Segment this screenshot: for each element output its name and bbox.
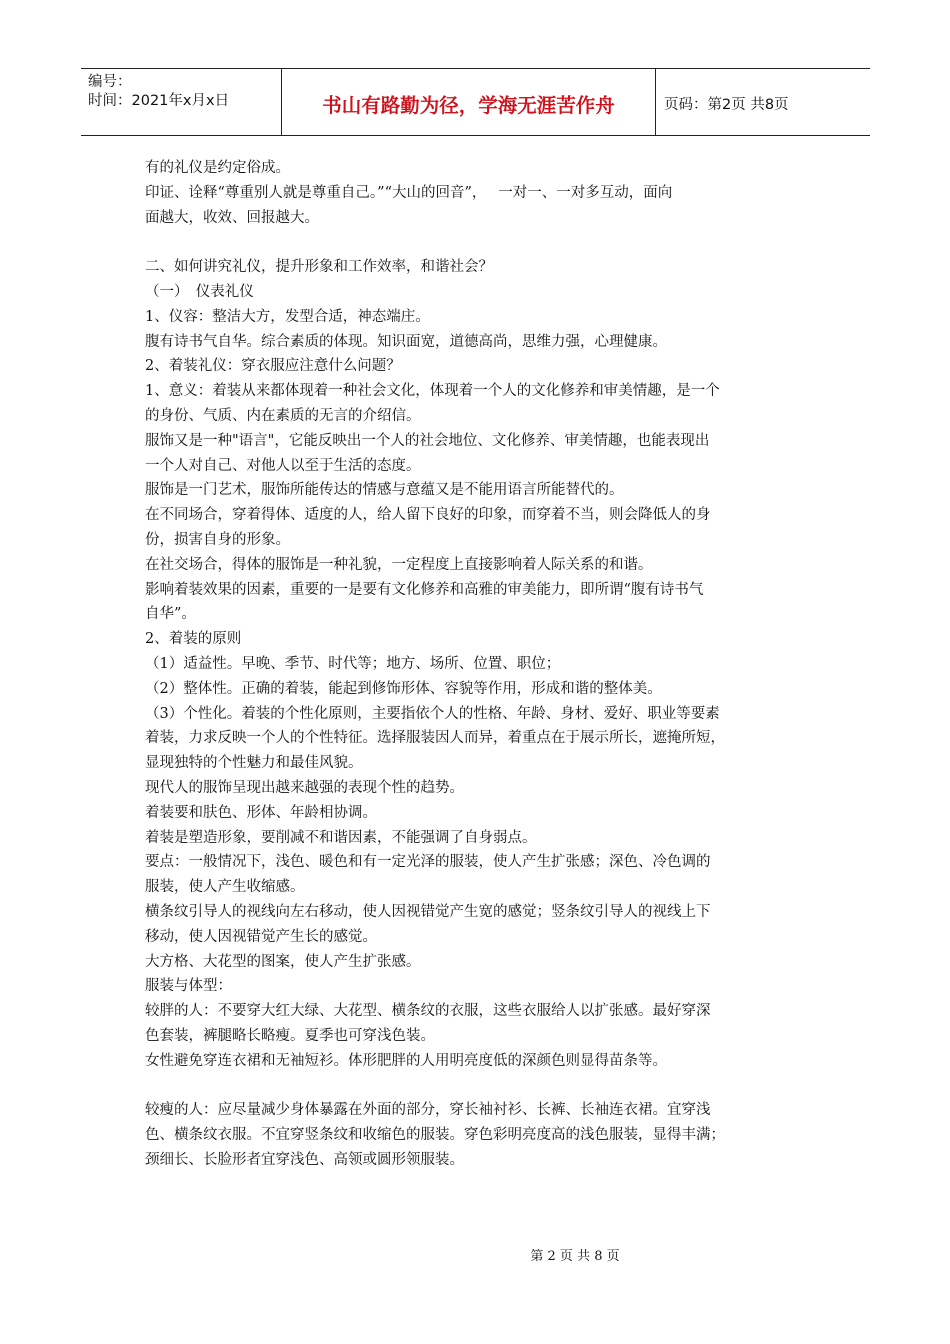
body-line: 二、如何讲究礼仪，提升形象和工作效率，和谐社会？	[145, 259, 493, 276]
header-motto: 书山有路勤为径，学海无涯苦作舟	[282, 69, 656, 135]
body-line: 显现独特的个性魅力和最佳风貌。	[145, 755, 363, 772]
body-line: 服饰是一门艺术，服饰所能传达的情感与意蕴又是不能用语言所能替代的。	[145, 482, 624, 499]
body-line: 1、仪容：整洁大方，发型合适，神态端庄。	[145, 308, 430, 325]
body-line: 现代人的服饰呈现出越来越强的表现个性的趋势。	[145, 779, 464, 796]
document-header	[81, 68, 870, 136]
body-line: 服装与体型：	[145, 978, 232, 995]
header-meta	[81, 69, 282, 135]
body-line: （3）个性化。着装的个性化原则，主要指依个人的性格、年龄、身材、爱好、职业等要素	[145, 705, 720, 722]
time-label: 时间：2021年x月x日	[88, 93, 230, 109]
body-line: 服装，使人产生收缩感。	[145, 879, 305, 896]
code-label: 编号：	[88, 74, 132, 90]
body-line: 着装，力求反映一个人的个性特征。选择服装因人而异，着重点在于展示所长，遮掩所短，	[145, 730, 725, 747]
body-line: 一个人对自己、对他人以至于生活的态度。	[145, 457, 421, 474]
body-line: 着装要和肤色、形体、年龄相协调。	[145, 804, 377, 821]
body-line: 女性避免穿连衣裙和无袖短衫。体形肥胖的人用明亮度低的深颜色则显得苗条等。	[145, 1052, 667, 1069]
body-line: 影响着装效果的因素，重要的一是要有文化修养和高雅的审美能力，即所谓“腹有诗书气	[145, 581, 704, 598]
body-line: 的身份、气质、内在素质的无言的介绍信。	[145, 407, 421, 424]
body-line: （2）整体性。正确的着装，能起到修饰形体、容貌等作用，形成和谐的整体美。	[145, 680, 662, 697]
body-line: 色、横条纹衣服。不宜穿竖条纹和收缩色的服装。穿色彩明亮度高的浅色服装，显得丰满；	[145, 1127, 725, 1144]
body-line: 2、着装的原则	[145, 631, 242, 648]
body-line	[145, 230, 810, 255]
page-footer: 第 2 页 共 8 页	[530, 1249, 620, 1264]
body-line: 有的礼仪是约定俗成。	[145, 160, 290, 176]
body-line: 份，损害自身的形象。	[145, 531, 290, 548]
body-line: 自华”。	[145, 606, 196, 623]
body-line: 大方格、大花型的图案，使人产生扩张感。	[145, 953, 421, 970]
body-line: 较胖的人：不要穿大红大绿、大花型、横条纹的衣服，这些衣服给人以扩张感。最好穿深	[145, 1003, 711, 1020]
body-line: 在社交场合，得体的服饰是一种礼貌，一定程度上直接影响着人际关系的和谐。	[145, 556, 653, 573]
body-line: 2、着装礼仪：穿衣服应注意什么问题？	[145, 358, 401, 375]
body-line: 横条纹引导人的视线向左右移动，使人因视错觉产生宽的感觉；竖条纹引导人的视线上下	[145, 903, 711, 920]
body-line: 着装是塑造形象，要削减不和谐因素，不能强调了自身弱点。	[145, 829, 537, 846]
body-line	[145, 1073, 810, 1098]
header-page-info: 页码：第2页 共8页	[664, 96, 789, 113]
body-line: 移动，使人因视错觉产生长的感觉。	[145, 928, 377, 945]
body-line: 要点：一般情况下，浅色、暖色和有一定光泽的服装，使人产生扩张感；深色、冷色调的	[145, 854, 711, 871]
body-line: 在不同场合，穿着得体、适度的人，给人留下良好的印象，而穿着不当，则会降低人的身	[145, 507, 711, 524]
body-line: 1、意义：着装从来都体现着一种社会文化，体现着一个人的文化修养和审美情趣，是一个	[145, 383, 720, 400]
body-line: 印证、诠释“尊重别人就是尊重自己。”“大山的回音”， 一对一、一对多互动，面向	[145, 184, 673, 201]
body-line: 颈细长、长脸形者宜穿浅色、高领或圆形领服装。	[145, 1151, 464, 1168]
body-line: 较瘦的人：应尽量减少身体暴露在外面的部分，穿长袖衬衫、长裤、长袖连衣裙。宜穿浅	[145, 1102, 711, 1119]
body-line: （一） 仪表礼仪	[145, 283, 254, 300]
body-line: （1）适益性。早晚、季节、时代等；地方、场所、位置、职位；	[145, 655, 561, 672]
body-line: 服饰又是一种"语言"，它能反映出一个人的社会地位、文化修养、审美情趣，也能表现出	[145, 432, 710, 449]
body-line: 腹有诗书气自华。综合素质的体现。知识面宽，道德高尚，思维力强，心理健康。	[145, 333, 667, 350]
document-body	[145, 156, 810, 1173]
body-line: 面越大，收效、回报越大。	[145, 209, 319, 226]
body-line: 色套装，裤腿略长略瘦。夏季也可穿浅色装。	[145, 1027, 435, 1044]
